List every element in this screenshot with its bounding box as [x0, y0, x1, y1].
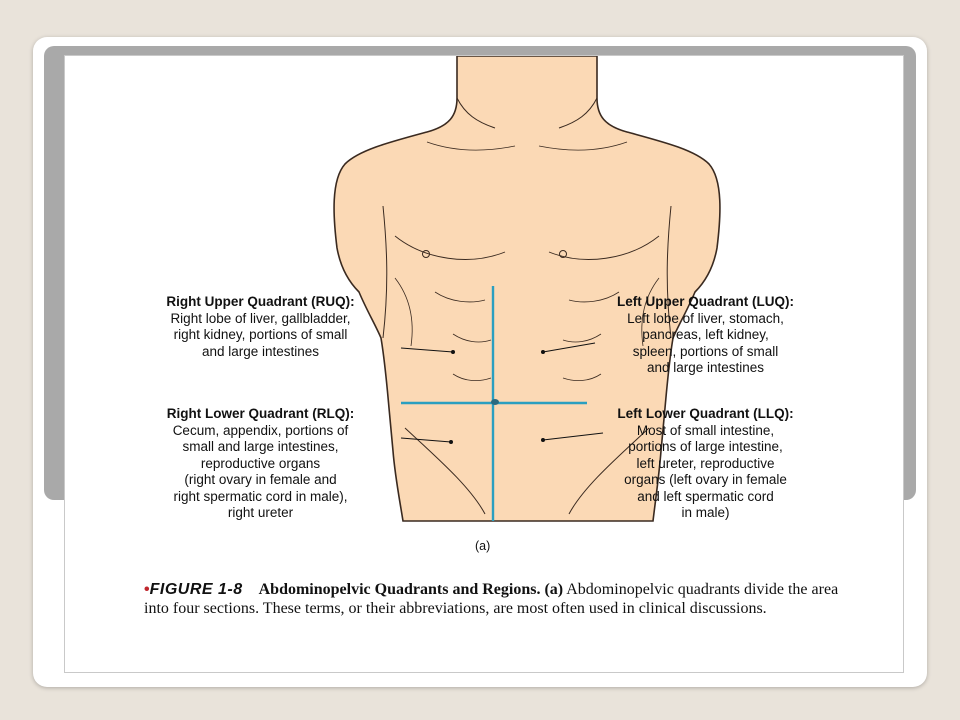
- rlq-line: right spermatic cord in male),: [173, 488, 348, 504]
- rlq-line: Cecum, appendix, portions of: [172, 422, 349, 438]
- navel: [491, 399, 499, 405]
- ruq-heading: Right Upper Quadrant (RUQ):: [166, 294, 355, 309]
- luq-line: and large intestines: [646, 360, 765, 375]
- caption-bullet: •: [144, 581, 150, 598]
- ruq-label: [143, 294, 378, 360]
- rlq-label: [143, 406, 378, 522]
- llq-line: left ureter, reproductive: [636, 455, 775, 471]
- rlq-heading: Right Lower Quadrant (RLQ):: [166, 406, 355, 421]
- llq-heading: Left Lower Quadrant (LLQ):: [617, 406, 794, 421]
- llq-line: Most of small intestine,: [636, 422, 775, 438]
- rlq-line: (right ovary in female and: [184, 472, 337, 487]
- luq-line: spleen, portions of small: [632, 343, 779, 359]
- rlq-line: right ureter: [227, 505, 294, 520]
- ruq-line: and large intestines: [201, 343, 320, 359]
- rlq-line: small and large intestines,: [182, 439, 339, 454]
- rlq-line: reproductive organs: [200, 455, 321, 471]
- llq-line: organs (left ovary in female: [624, 472, 787, 487]
- ruq-line: Right lobe of liver, gallbladder,: [170, 310, 351, 326]
- figure-sublabel: (a): [475, 539, 491, 553]
- caption-figure-label: FIGURE 1-8: [149, 581, 243, 598]
- luq-label: [593, 294, 818, 377]
- llq-line: and left spermatic cord: [637, 488, 774, 504]
- luq-line: pancreas, left kidney,: [642, 327, 769, 342]
- caption-text: Abdominopelvic quadrants divide the area into four sections. These terms, or their abbreviations, are most often used in clinical discussions.: [144, 581, 839, 617]
- ruq-line: right kidney, portions of small: [173, 327, 348, 342]
- llq-line: portions of large intestine,: [628, 439, 783, 454]
- luq-line: Left lobe of liver, stomach,: [627, 310, 784, 326]
- caption-title: Abdominopelvic Quadrants and Regions. (a): [258, 581, 564, 598]
- llq-line: in male): [681, 505, 730, 520]
- llq-label: [593, 406, 818, 522]
- luq-heading: Left Upper Quadrant (LUQ):: [617, 294, 794, 309]
- figure-caption: [144, 580, 844, 618]
